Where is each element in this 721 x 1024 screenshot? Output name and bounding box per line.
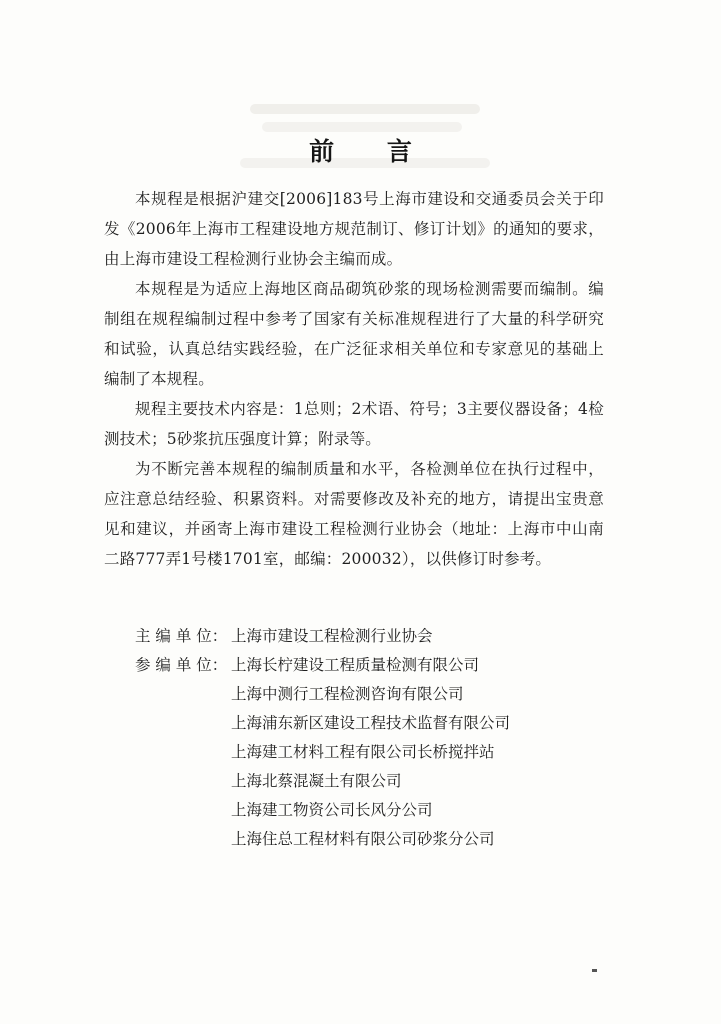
participant-name: 上海北蔡混凝土有限公司 — [231, 772, 402, 790]
participant-row — [135, 709, 615, 738]
organization-list — [135, 622, 615, 854]
paragraph-feedback: 为不断完善本规程的编制质量和水平，各检测单位在执行过程中，应注意总结经验、积累资料。对需要修改及补充的地方，请提出宝贵意见和建议，并函寄上海市建设工程检测行业协会（地址：上海市中山南二路777弄1号楼1701室，邮编：200032），以供修订时参考。 — [104, 460, 604, 568]
participant-name: 上海长柠建设工程质量检测有限公司 — [231, 656, 480, 674]
chief-editor-label: 主 编 单 位： — [135, 627, 228, 645]
paragraph-purpose: 本规程是为适应上海地区商品砌筑砂浆的现场检测需要而编制。编制组在规程编制过程中参考了国家有关标准规程进行了大量的科学研究和试验，认真总结实践经验，在广泛征求相关单位和专家意见的基础上编制了本规程。 — [104, 280, 604, 388]
bleed-through-text — [250, 104, 480, 114]
participant-row — [135, 651, 615, 680]
participant-name: 上海中测行工程检测咨询有限公司 — [231, 685, 464, 703]
participant-name: 上海住总工程材料有限公司砂浆分公司 — [231, 830, 495, 848]
chief-editor-row — [135, 622, 615, 651]
participant-row — [135, 796, 615, 825]
paragraph-contents: 规程主要技术内容是：1总则；2术语、符号；3主要仪器设备；4检测技术；5砂浆抗压强度计算；附录等。 — [104, 400, 604, 448]
chief-editor-name: 上海市建设工程检测行业协会 — [231, 627, 433, 645]
paragraph-basis: 本规程是根据沪建交[2006]183号上海市建设和交通委员会关于印发《2006年上海市工程建设地方规范制订、修订计划》的通知的要求，由上海市建设工程检测行业协会主编而成。 — [104, 190, 604, 268]
participant-row — [135, 767, 615, 796]
page-title: 前 言 — [309, 137, 434, 166]
participant-name: 上海建工材料工程有限公司长桥搅拌站 — [231, 743, 495, 761]
participant-row — [135, 825, 615, 854]
bleed-through-text — [262, 122, 462, 132]
participant-row — [135, 738, 615, 767]
participant-name: 上海建工物资公司长风分公司 — [231, 801, 433, 819]
preface-body — [104, 184, 604, 574]
participant-row — [135, 680, 615, 709]
participants-label: 参 编 单 位： — [135, 656, 228, 674]
page-speck — [592, 969, 597, 972]
participant-name: 上海浦东新区建设工程技术监督有限公司 — [231, 714, 511, 732]
